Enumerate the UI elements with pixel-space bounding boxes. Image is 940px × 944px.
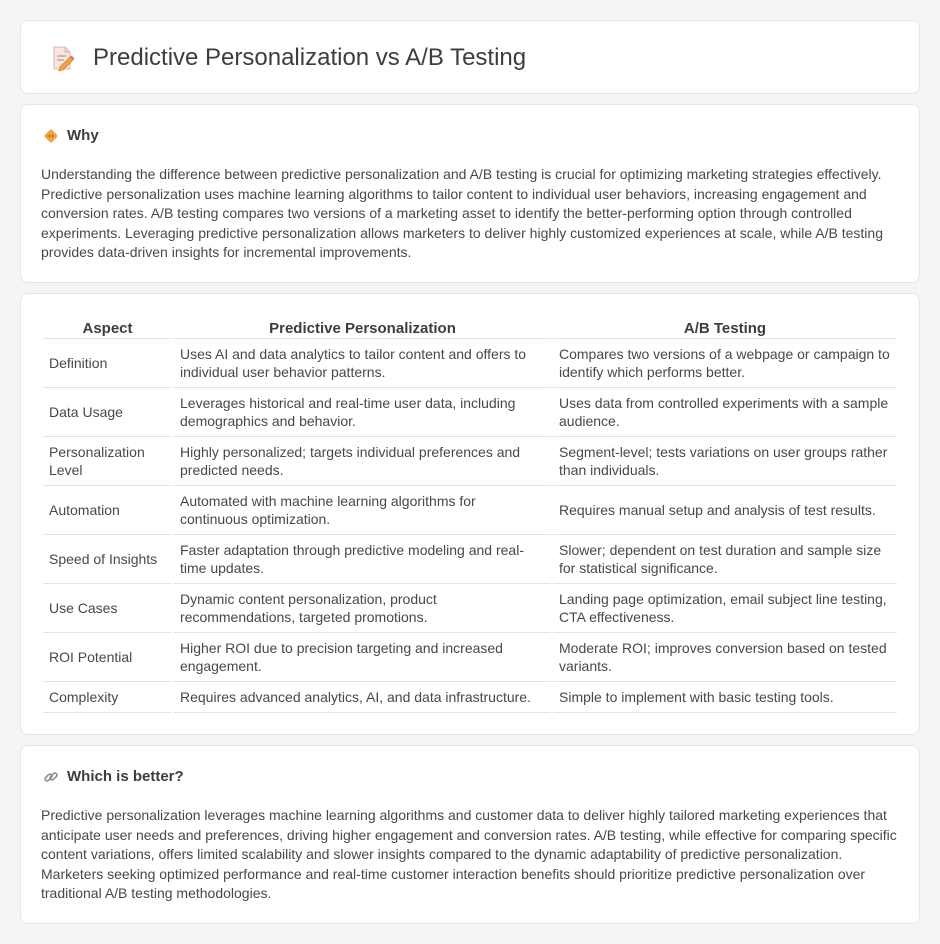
predictive-cell: Higher ROI due to precision targeting and increased engagement.: [174, 633, 551, 682]
why-title: Why: [67, 127, 99, 144]
comparison-card: [20, 293, 920, 735]
col-header-ab: A/B Testing: [553, 315, 897, 339]
aspect-cell: Use Cases: [43, 584, 172, 633]
aspect-cell: Definition: [43, 339, 172, 388]
ab-cell: Segment-level; tests variations on user groups rather than individuals.: [553, 437, 897, 486]
ab-cell: Slower; dependent on test duration and sample size for statistical significance.: [553, 535, 897, 584]
title-row: [47, 43, 526, 73]
aspect-cell: Speed of Insights: [43, 535, 172, 584]
table-row: [43, 584, 897, 633]
table-row: [43, 388, 897, 437]
col-header-predictive: Predictive Personalization: [174, 315, 551, 339]
table-header-row: [43, 315, 897, 339]
table-row: [43, 437, 897, 486]
which-better-card: [20, 745, 920, 924]
table-row: [43, 339, 897, 388]
ab-cell: Compares two versions of a webpage or campaign to identify which performs better.: [553, 339, 897, 388]
better-title: Which is better?: [67, 768, 184, 785]
aspect-cell: Personalization Level: [43, 437, 172, 486]
ab-cell: Landing page optimization, email subject line testing, CTA effectiveness.: [553, 584, 897, 633]
link-icon: [43, 769, 59, 785]
ab-cell: Requires manual setup and analysis of test results.: [553, 486, 897, 535]
predictive-cell: Uses AI and data analytics to tailor content and offers to individual user behavior patterns.: [174, 339, 551, 388]
aspect-cell: Complexity: [43, 682, 172, 713]
ab-cell: Simple to implement with basic testing tools.: [553, 682, 897, 713]
ab-cell: Moderate ROI; improves conversion based on tested variants.: [553, 633, 897, 682]
edit-document-icon: [47, 43, 77, 73]
why-heading: [43, 127, 99, 144]
predictive-cell: Faster adaptation through predictive modeling and real-time updates.: [174, 535, 551, 584]
comparison-table: [41, 315, 899, 713]
predictive-cell: Dynamic content personalization, product recommendations, targeted promotions.: [174, 584, 551, 633]
predictive-cell: Leverages historical and real-time user data, including demographics and behavior.: [174, 388, 551, 437]
ab-cell: Uses data from controlled experiments with a sample audience.: [553, 388, 897, 437]
header-card: [20, 20, 920, 94]
predictive-cell: Requires advanced analytics, AI, and data infrastructure.: [174, 682, 551, 713]
better-heading: [43, 768, 184, 785]
why-body: Understanding the difference between predictive personalization and A/B testing is crucial for optimizing marketing strategies effectively. Predictive personalization uses machine learning algorithms to tailor content to individual user behaviors, increasing engagement and conversion rates. A/B testing compares two versions of a marketing asset to identify the better-performing option through controlled experiments. Leveraging predictive personalization allows marketers to deliver highly customized experiences at scale, while A/B testing provides data-driven insights for incremental improvements.: [41, 166, 883, 260]
aspect-cell: Data Usage: [43, 388, 172, 437]
table-row: [43, 633, 897, 682]
predictive-cell: Automated with machine learning algorithms for continuous optimization.: [174, 486, 551, 535]
table-row: [43, 682, 897, 713]
aspect-cell: Automation: [43, 486, 172, 535]
col-header-aspect: Aspect: [43, 315, 172, 339]
page-title: Predictive Personalization vs A/B Testing: [93, 44, 527, 71]
aspect-cell: ROI Potential: [43, 633, 172, 682]
predictive-cell: Highly personalized; targets individual preferences and predicted needs.: [174, 437, 551, 486]
why-card: [20, 104, 920, 283]
table-row: [43, 535, 897, 584]
better-body: Predictive personalization leverages machine learning algorithms and customer data to deliver highly tailored marketing experiences that anticipate user needs and preferences, driving higher engagement and conversion rates. A/B testing, while effective for comparing specific content variations, offers limited scalability and slower insights compared to the dynamic adaptability of predictive personalization. Marketers seeking optimized performance and real-time customer interaction benefits should prioritize predictive personalization over traditional A/B testing methodologies.: [41, 807, 897, 901]
diamond-signal-icon: [43, 128, 59, 144]
table-row: [43, 486, 897, 535]
